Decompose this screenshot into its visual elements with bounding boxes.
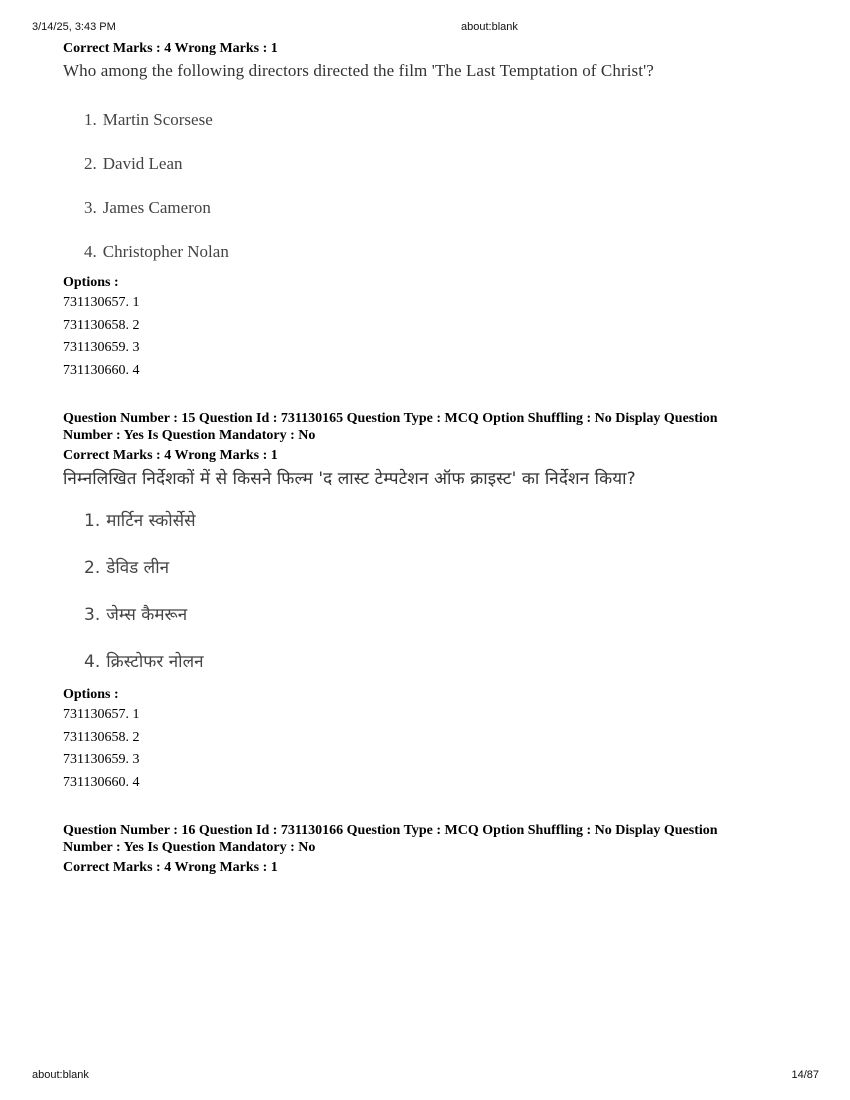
option-id-row: 731130657. 1 <box>63 707 140 722</box>
question-text: निम्नलिखित निर्देशकों में से किसने फिल्म 'द लास्ट टेम्पटेशन ऑफ क्राइस्ट' का निर्देशन किया? <box>63 469 636 489</box>
option-id-row: 731130658. 2 <box>63 729 140 745</box>
choice-item: 2. डेविड लीन <box>84 558 170 578</box>
question-block-16 <box>63 822 803 876</box>
question-meta <box>63 822 803 856</box>
question-meta-line: Question Number : 15 Question Id : 731130165 Question Type : MCQ Option Shuffling : No Display Question <box>63 411 718 426</box>
choice-item: 3. जेम्स कैमरून <box>84 605 188 625</box>
choice-item: 4. Christopher Nolan <box>84 242 229 261</box>
option-id-row: 731130660. 4 <box>63 362 140 378</box>
print-page-number: 14/87 <box>791 1069 819 1081</box>
question-block-15 <box>63 410 803 794</box>
print-url: about:blank <box>32 1069 89 1081</box>
choice-list <box>63 98 803 274</box>
marks-line: Correct Marks : 4 Wrong Marks : 1 <box>63 860 278 875</box>
question-block-14 <box>63 40 803 382</box>
choice-list <box>63 498 803 686</box>
options-block <box>63 686 803 794</box>
question-meta-line: Question Number : 16 Question Id : 731130166 Question Type : MCQ Option Shuffling : No Display Question <box>63 823 718 838</box>
marks-line: Correct Marks : 4 Wrong Marks : 1 <box>63 41 278 56</box>
option-id-row: 731130657. 1 <box>63 295 140 310</box>
choice-item: 1. मार्टिन स्कोर्सेसे <box>84 511 196 531</box>
print-datetime: 3/14/25, 3:43 PM <box>32 21 116 33</box>
choice-item: 3. James Cameron <box>84 198 211 217</box>
choice-item: 2. David Lean <box>84 154 183 173</box>
print-page-title: about:blank <box>461 21 518 33</box>
option-id-row: 731130660. 4 <box>63 774 140 790</box>
option-id-row: 731130658. 2 <box>63 317 140 333</box>
question-meta-line: Number : Yes Is Question Mandatory : No <box>63 840 316 855</box>
print-header <box>0 21 850 35</box>
document-content <box>63 40 803 876</box>
question-text: Who among the following directors directed the film 'The Last Temptation of Christ'? <box>63 61 654 80</box>
question-meta-line: Number : Yes Is Question Mandatory : No <box>63 428 316 443</box>
question-meta <box>63 410 803 444</box>
options-label: Options : <box>63 687 119 702</box>
option-id-row: 731130659. 3 <box>63 340 140 355</box>
option-id-row: 731130659. 3 <box>63 752 140 767</box>
choice-item: 1. Martin Scorsese <box>84 110 213 129</box>
print-footer <box>0 1069 850 1083</box>
options-label: Options : <box>63 275 119 290</box>
options-block <box>63 274 803 382</box>
marks-line: Correct Marks : 4 Wrong Marks : 1 <box>63 448 278 463</box>
choice-item: 4. क्रिस्टोफर नोलन <box>84 652 204 672</box>
